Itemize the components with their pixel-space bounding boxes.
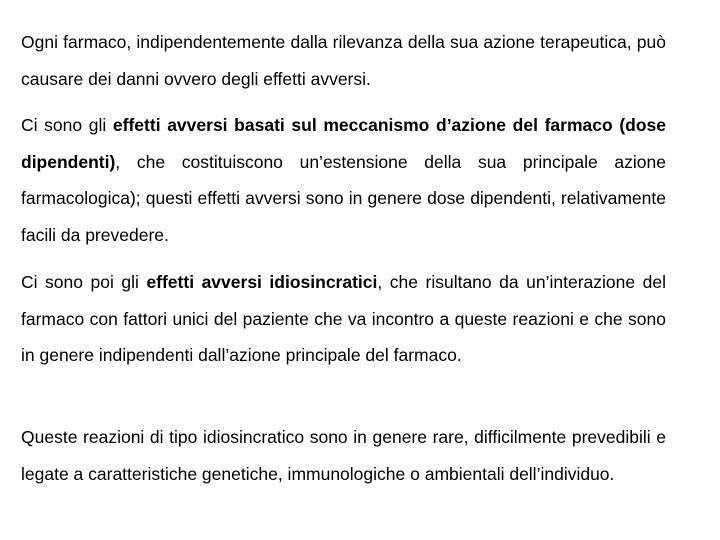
paragraph-idiosyncratic-reactions-text: Queste reazioni di tipo idiosincratico sono in genere rare, difficilmente prevedibili e legate a caratteristiche genetiche, immunologiche o ambientali dell’individuo. xyxy=(21,427,666,484)
paragraph-idiosyncratic-effects xyxy=(21,264,666,374)
paragraph-idiosyncratic-reactions xyxy=(21,419,666,492)
paragraph-idiosyncratic-body: , che risultano da un’interazione del farmaco con fattori unici del paziente che va incontro a queste reazioni e che sono in genere indipendenti dall’azione principale del farmaco. xyxy=(21,272,666,365)
dose-dependent-effects-term: effetti avversi basati sul meccanismo d’azione del farmaco (dose dipendenti) xyxy=(21,115,666,172)
paragraph-dose-dependent-effects xyxy=(21,107,666,253)
paragraph-dose-dependent-lead: Ci sono gli xyxy=(21,115,113,135)
paragraph-intro xyxy=(21,24,666,97)
paragraph-dose-dependent-body: , che costituiscono un’estensione della sua principale azione farmacologica); questi effetti avversi sono in genere dose dipendenti, relativamente facili da prevedere. xyxy=(21,151,666,245)
paragraph-idiosyncratic-lead: Ci sono poi gli xyxy=(21,272,147,292)
idiosyncratic-effects-term: effetti avversi idiosincratici xyxy=(146,272,378,292)
paragraph-intro-text: Ogni farmaco, indipendentemente dalla rilevanza della sua azione terapeutica, può causare dei danni ovvero degli effetti avversi. xyxy=(21,32,666,89)
